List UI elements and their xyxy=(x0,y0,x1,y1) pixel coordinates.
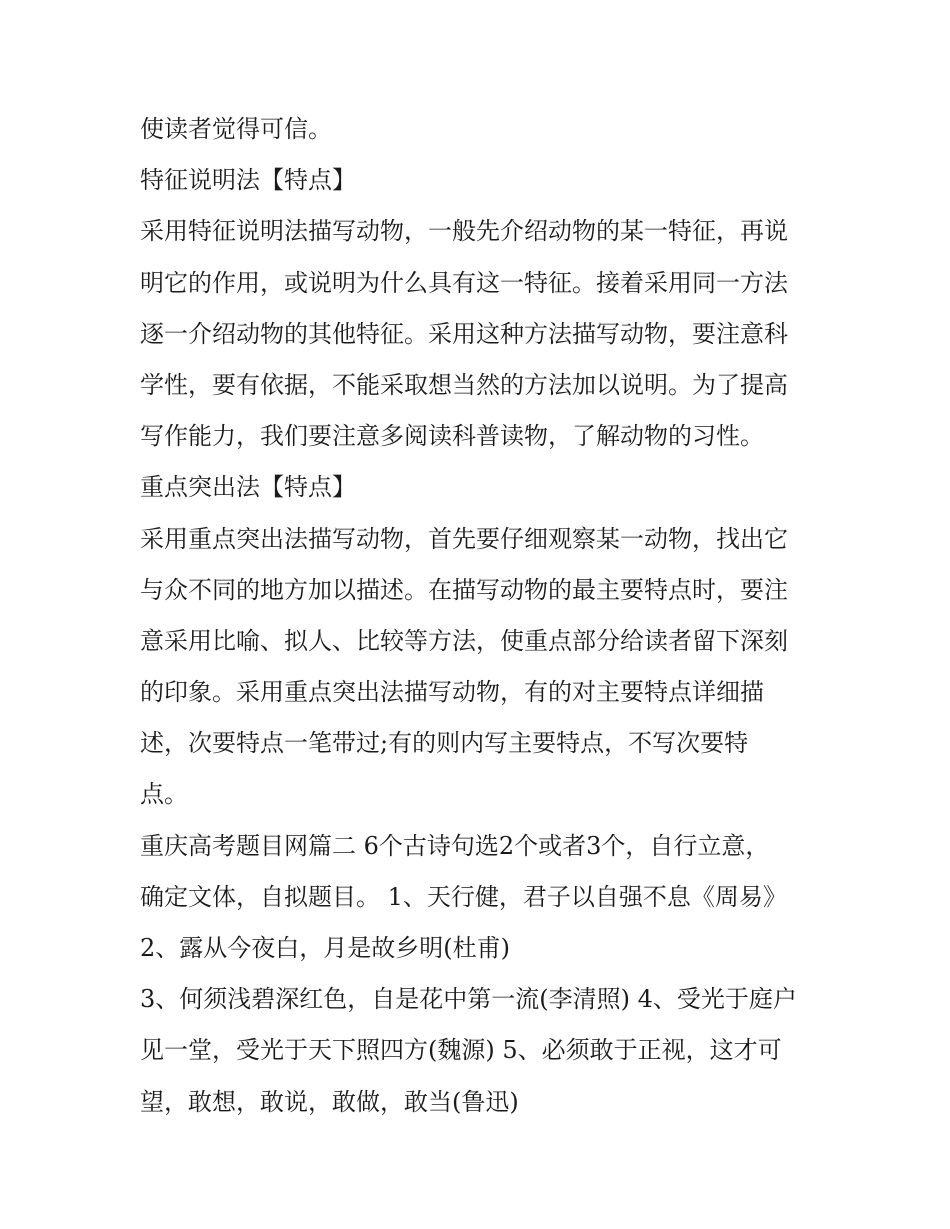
text-line: 使读者觉得可信。 xyxy=(140,115,332,143)
text-line: 确定文体，自拟题目。 1、天行健，君子以自强不息《周易》 xyxy=(140,882,787,911)
text-line: 见一堂，受光于天下照四方(魏源) 5、必须敢于正视，这才可 xyxy=(140,1036,782,1065)
text-line: 采用特征说明法描写动物，一般先介绍动物的某一特征，再说 xyxy=(140,217,788,246)
text-line: 与众不同的地方加以描述。在描写动物的最主要特点时，要注 xyxy=(140,575,788,604)
text-line: 点。 xyxy=(140,780,188,809)
text-line: 望，敢想，敢说，敢做，敢当(鲁迅) xyxy=(140,1087,519,1116)
text-line: 重庆高考题目网篇二 6个古诗句选2个或者3个，自行立意， xyxy=(140,831,770,860)
text-line: 采用重点突出法描写动物，首先要仔细观察某一动物，找出它 xyxy=(140,524,788,553)
text-line: 2、露从今夜白，月是故乡明(杜甫) xyxy=(140,934,510,962)
text-line: 3、何须浅碧深红色，自是花中第一流(李清照) 4、受光于庭户 xyxy=(140,985,797,1014)
text-line: 的印象。采用重点突出法描写动物，有的对主要特点详细描 xyxy=(140,678,764,707)
text-line: 述，次要特点一笔带过;有的则内写主要特点，不写次要特 xyxy=(140,729,749,758)
text-line: 意采用比喻、拟人、比较等方法，使重点部分给读者留下深刻 xyxy=(140,626,788,655)
text-line: 明它的作用，或说明为什么具有这一特征。接着采用同一方法 xyxy=(140,268,788,297)
section-heading: 重点突出法【特点】 xyxy=(140,473,356,502)
text-line: 逐一介绍动物的其他特征。采用这种方法描写动物，要注意科 xyxy=(140,319,788,348)
section-heading: 特征说明法【特点】 xyxy=(140,166,356,195)
document-body xyxy=(140,104,820,1128)
text-line: 写作能力，我们要注意多阅读科普读物，了解动物的习性。 xyxy=(140,422,764,451)
text-line: 学性，要有依据，不能采取想当然的方法加以说明。为了提高 xyxy=(140,370,788,399)
